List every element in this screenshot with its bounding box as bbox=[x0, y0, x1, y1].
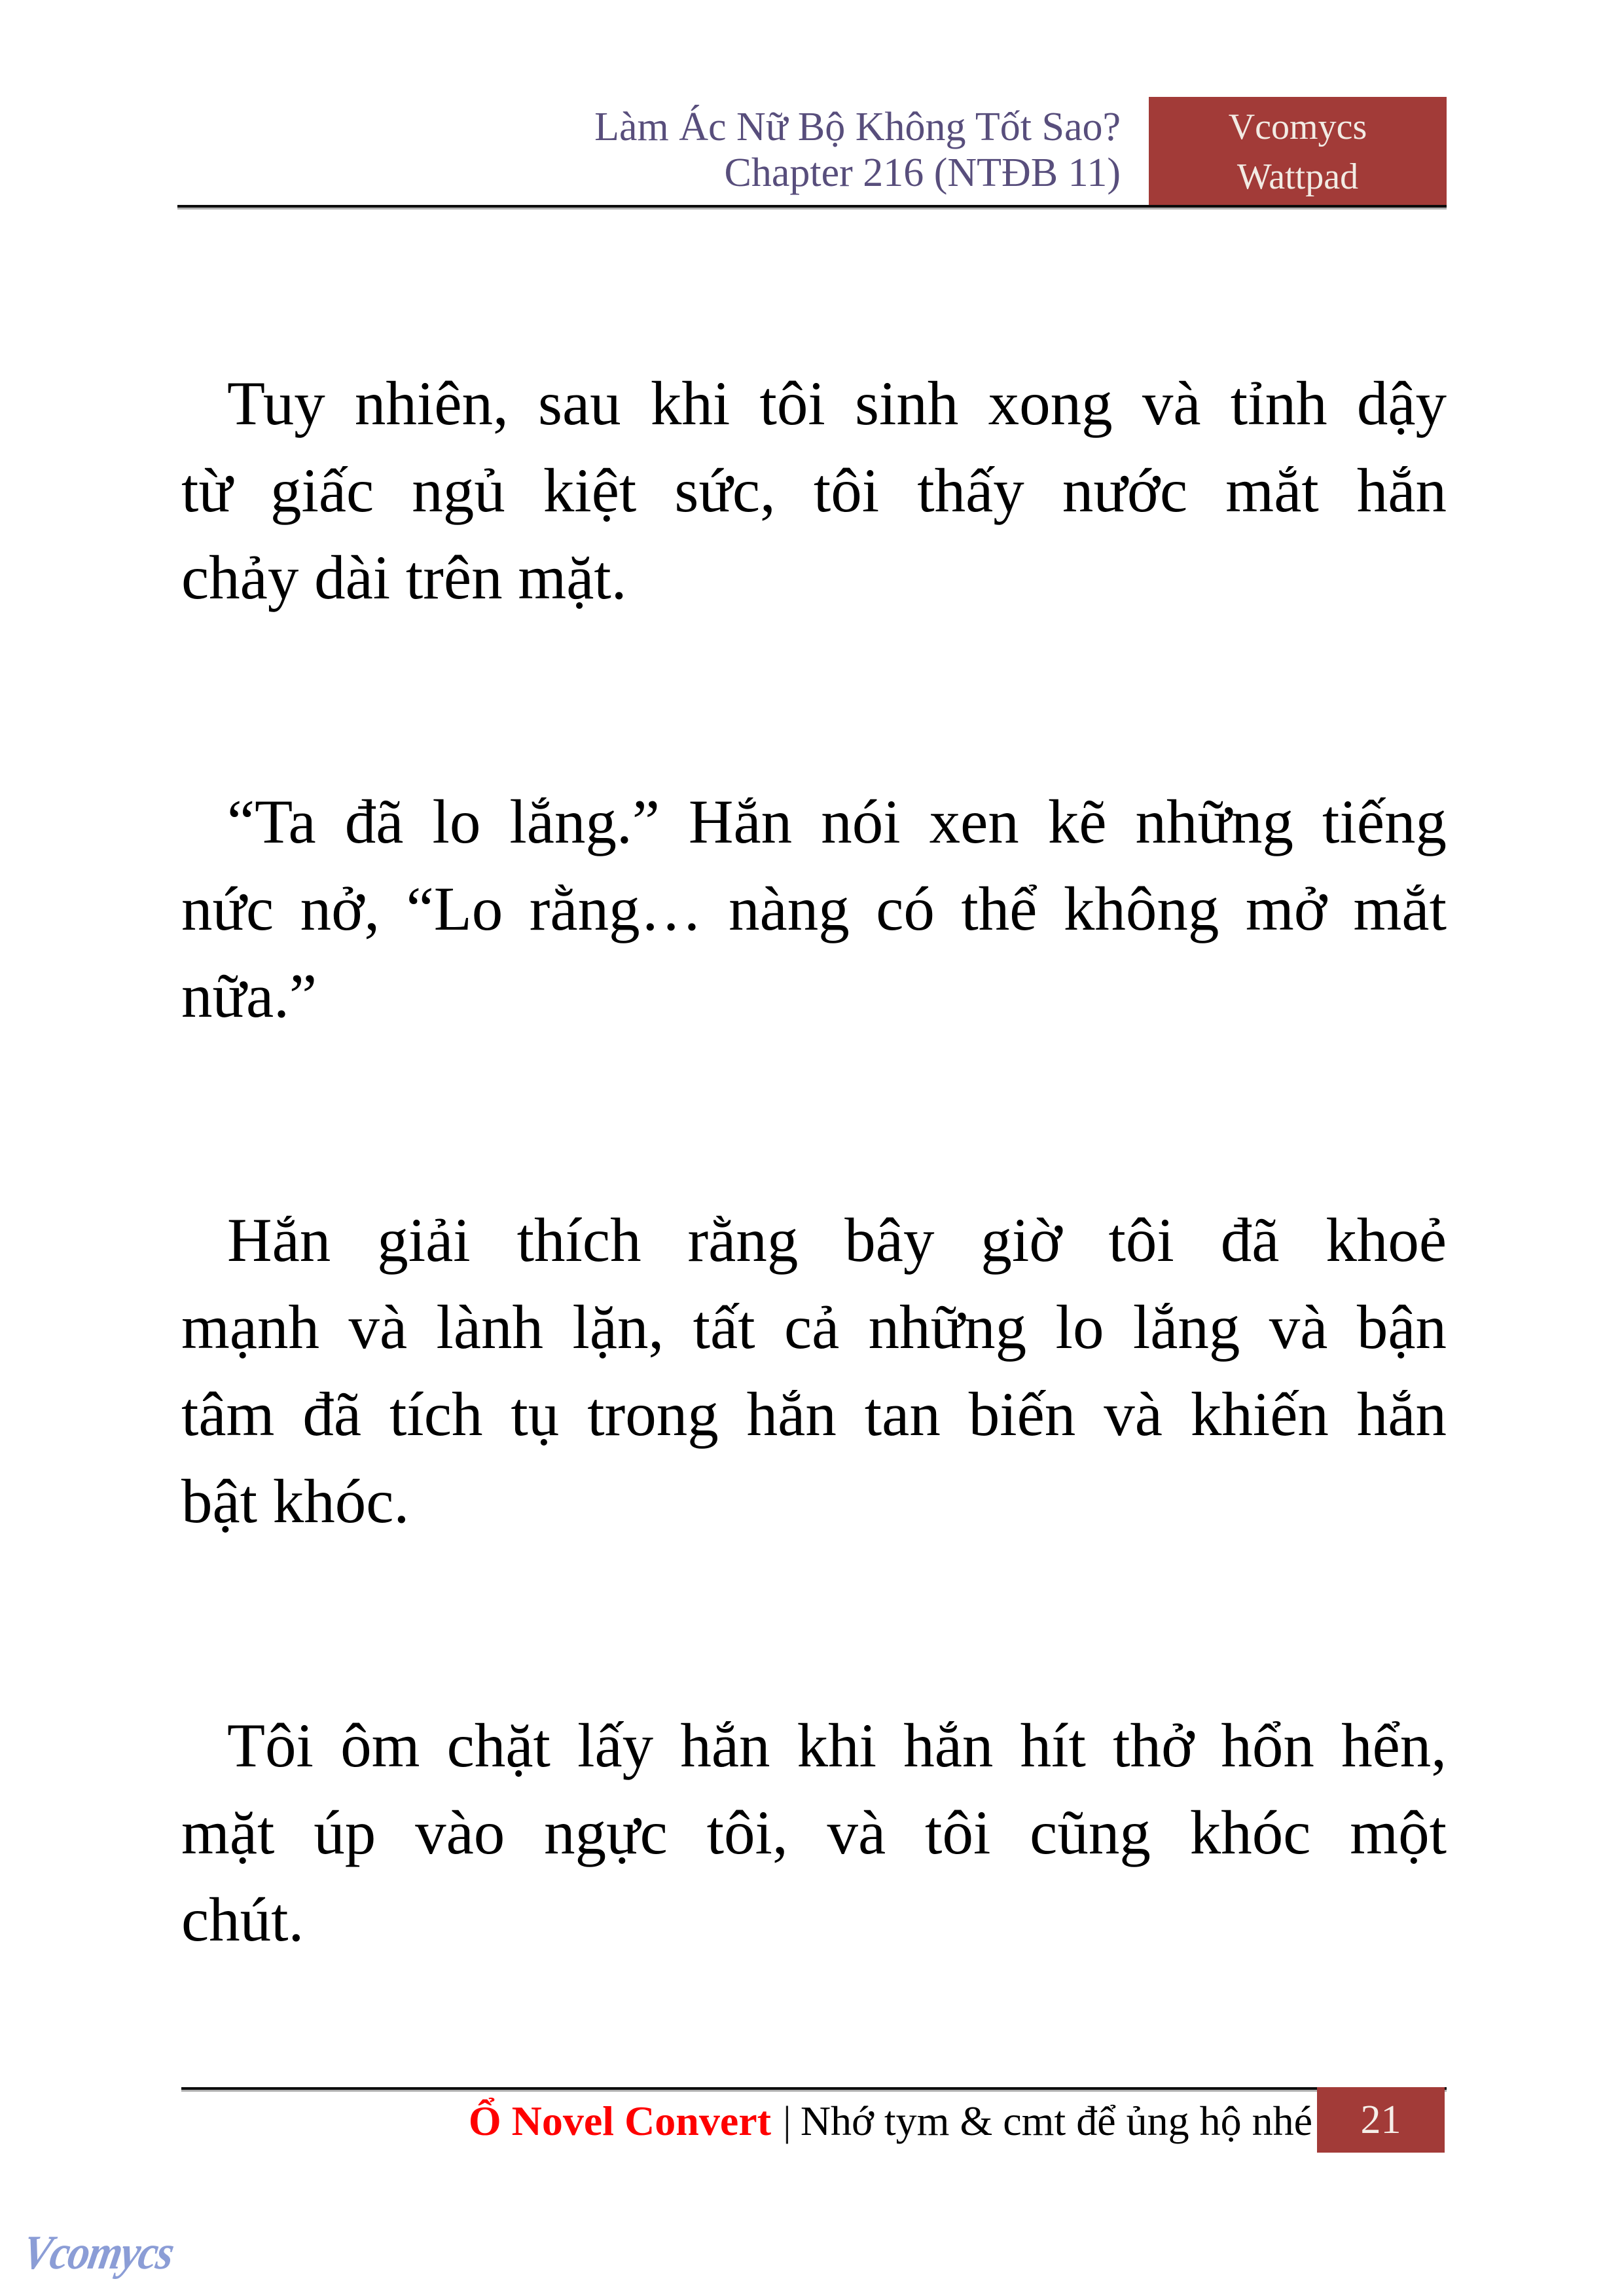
footer-rule bbox=[181, 2087, 1447, 2090]
translator-badge-line1: Vcomycs bbox=[1228, 107, 1367, 147]
chapter-number: Chapter 216 (NTĐB 11) bbox=[724, 151, 1121, 195]
paragraph-line: Tuy nhiên, sau khi tôi sinh xong và tỉnh dậy bbox=[227, 369, 1447, 438]
paragraph-line: chảy dài trên mặt. bbox=[181, 543, 627, 612]
paragraph-line: Tôi ôm chặt lấy hắn khi hắn hít thở hổn hển, bbox=[227, 1711, 1447, 1780]
translator-badge bbox=[1149, 97, 1447, 207]
paragraph-line: “Ta đã lo lắng.” Hắn nói xen kẽ những tiếng bbox=[227, 787, 1447, 856]
chapter-header bbox=[594, 104, 1121, 196]
chapter-body bbox=[181, 360, 1447, 1963]
footer-credit bbox=[469, 2098, 1312, 2145]
header-rule bbox=[177, 205, 1447, 208]
paragraph-line: nức nở, “Lo rằng… nàng có thể không mở mắt bbox=[181, 874, 1447, 943]
vcomycs-logo: Vcomycs bbox=[18, 2226, 177, 2280]
footer-note: Nhớ tym & cmt để ủng hộ nhé bbox=[800, 2098, 1312, 2144]
converter-brand: Ổ Novel Convert bbox=[468, 2098, 771, 2144]
paragraph-line: mặt úp vào ngực tôi, và tôi cũng khóc một bbox=[181, 1798, 1447, 1867]
paragraph-line: nữa.” bbox=[181, 961, 317, 1030]
page-number-badge: 21 bbox=[1317, 2087, 1445, 2153]
paragraph-line: Hắn giải thích rằng bây giờ tôi đã khoẻ bbox=[227, 1205, 1447, 1275]
book-title: Làm Ác Nữ Bộ Không Tốt Sao? bbox=[594, 105, 1121, 149]
paragraph-line: từ giấc ngủ kiệt sức, tôi thấy nước mắt hắn bbox=[181, 456, 1447, 525]
paragraph-line: mạnh và lành lặn, tất cả những lo lắng và bận bbox=[181, 1292, 1447, 1362]
paragraph-line: tâm đã tích tụ trong hắn tan biến và khiến hắn bbox=[181, 1379, 1447, 1449]
paragraph-line: bật khóc. bbox=[181, 1467, 410, 1536]
translator-badge-line2: Wattpad bbox=[1236, 156, 1359, 197]
footer-separator: | bbox=[783, 2098, 791, 2144]
paragraph-line: chút. bbox=[181, 1885, 304, 1954]
